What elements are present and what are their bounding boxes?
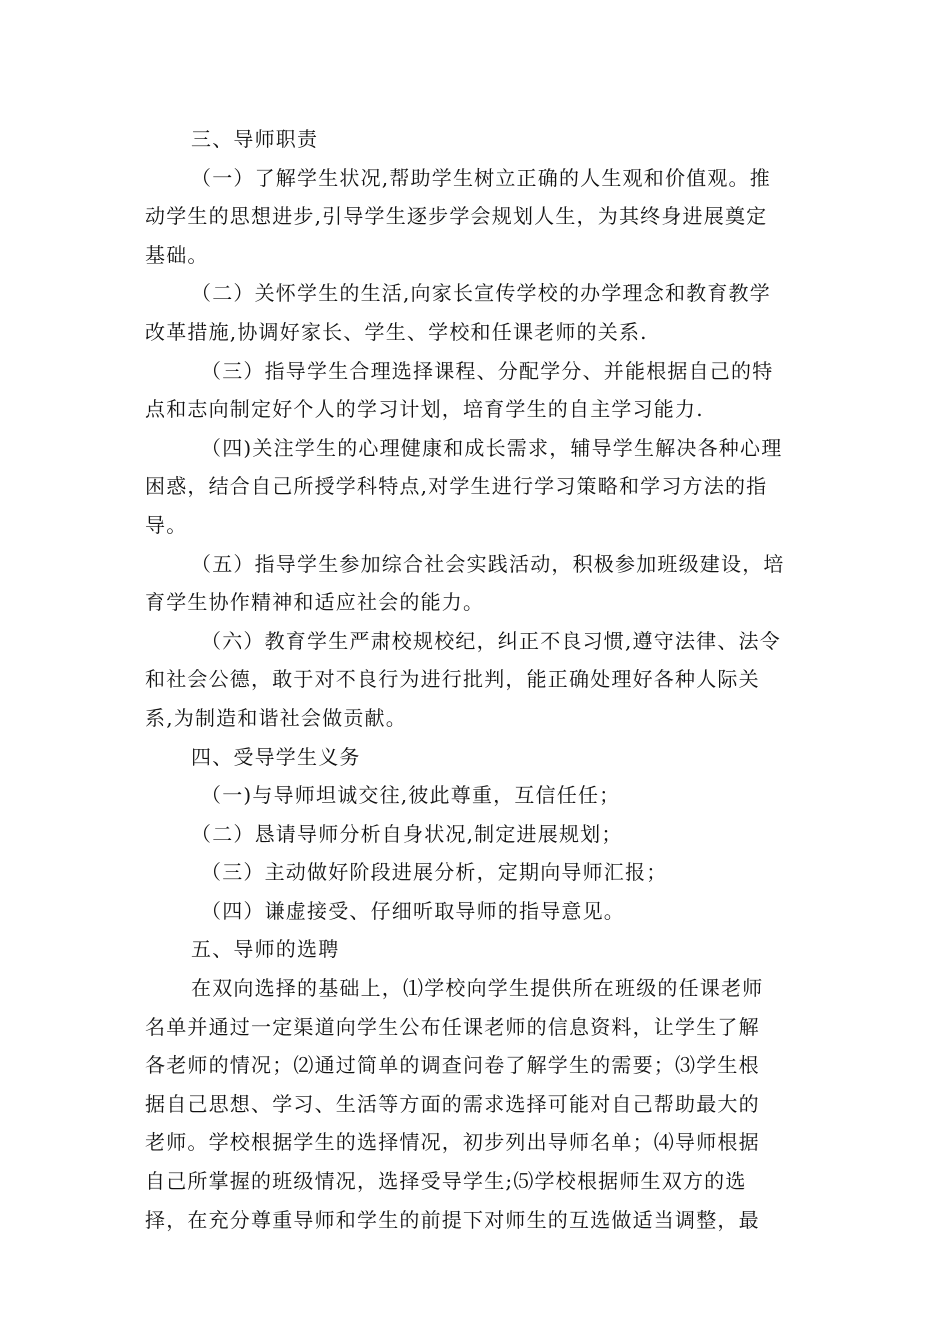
section-heading-duties: 三、导师职责 xyxy=(191,127,319,151)
paragraph-line: （三）指导学生合理选择课程、分配学分、并能根据自己的特 xyxy=(201,358,774,383)
duty-item-1 xyxy=(145,159,815,275)
obligation-item-1: （一)与导师坦诚交往,彼此尊重，互信任任； xyxy=(201,783,621,808)
paragraph-line: 动学生的思想进步,引导学生逐步学会规划人生，为其终身进展奠定 xyxy=(145,204,768,229)
paragraph-line: （一）了解学生状况,帮助学生树立正确的人生观和价值观。推 xyxy=(191,165,771,190)
duty-item-4 xyxy=(145,429,815,545)
document-body xyxy=(145,120,815,1239)
paragraph-line: 名单并通过一定渠道向学生公布任课老师的信息资料，让学生了解 xyxy=(145,1014,760,1039)
selection-paragraph xyxy=(145,969,815,1239)
duty-item-5 xyxy=(145,545,815,622)
paragraph-line: 和社会公德，敢于对不良行为进行批判，能正确处理好各种人际关 xyxy=(145,667,760,692)
paragraph-line: 在双向选择的基础上，⑴学校向学生提供所在班级的任课老师 xyxy=(191,976,764,1001)
duty-item-3 xyxy=(145,352,815,429)
paragraph-line: 改革措施,协调好家长、学生、学校和任课老师的关系. xyxy=(145,319,648,344)
paragraph-line: 择，在充分尊重导师和学生的前提下对师生的互选做适当调整，最 xyxy=(145,1207,760,1232)
paragraph-line: （五）指导学生参加综合社会实践活动，积极参加班级建设，培 xyxy=(191,551,785,576)
paragraph-line: 导。 xyxy=(145,512,188,537)
paragraph-line: （二）关怀学生的生活,向家长宣传学校的办学理念和教育教学 xyxy=(191,281,771,306)
obligation-item-4: （四）谦虚接受、仔细听取导师的指导意见。 xyxy=(201,898,625,923)
section-heading-selection: 五、导师的选聘 xyxy=(191,937,340,962)
paragraph-line: 点和志向制定好个人的学习计划，培育学生的自主学习能力. xyxy=(145,397,704,422)
duty-item-6 xyxy=(145,622,815,738)
obligation-item-3: （三）主动做好阶段进展分析，定期向导师汇报； xyxy=(201,860,668,885)
paragraph-line: 困惑，结合自己所授学科特点,对学生进行学习策略和学习方法的指 xyxy=(145,474,768,499)
paragraph-line: 育学生协作精神和适应社会的能力。 xyxy=(145,590,485,615)
obligation-item-2: （二）恳请导师分析自身状况,制定进展规划； xyxy=(191,821,623,846)
paragraph-line: 老师。学校根据学生的选择情况，初步列出导师名单；⑷导师根据 xyxy=(145,1130,760,1155)
section-heading-obligations: 四、受导学生义务 xyxy=(191,744,361,769)
paragraph-line: 各老师的情况；⑵通过简单的调查问卷了解学生的需要；⑶学生根 xyxy=(145,1053,760,1078)
paragraph-line: 系,为制造和谐社会做贡献。 xyxy=(145,705,407,730)
duty-item-2 xyxy=(145,274,815,351)
paragraph-line: （四)关注学生的心理健康和成长需求，辅导学生解决各种心理 xyxy=(201,435,783,460)
paragraph-line: 据自己思想、学习、生活等方面的需求选择可能对自己帮助最大的 xyxy=(145,1091,760,1116)
paragraph-line: 基础。 xyxy=(145,242,209,267)
paragraph-line: （六）教育学生严肃校规校纪，纠正不良习惯,遵守法律、法令 xyxy=(201,628,781,653)
paragraph-line: 自己所掌握的班级情况，选择受导学生;⑸学校根据师生双方的选 xyxy=(145,1169,747,1194)
